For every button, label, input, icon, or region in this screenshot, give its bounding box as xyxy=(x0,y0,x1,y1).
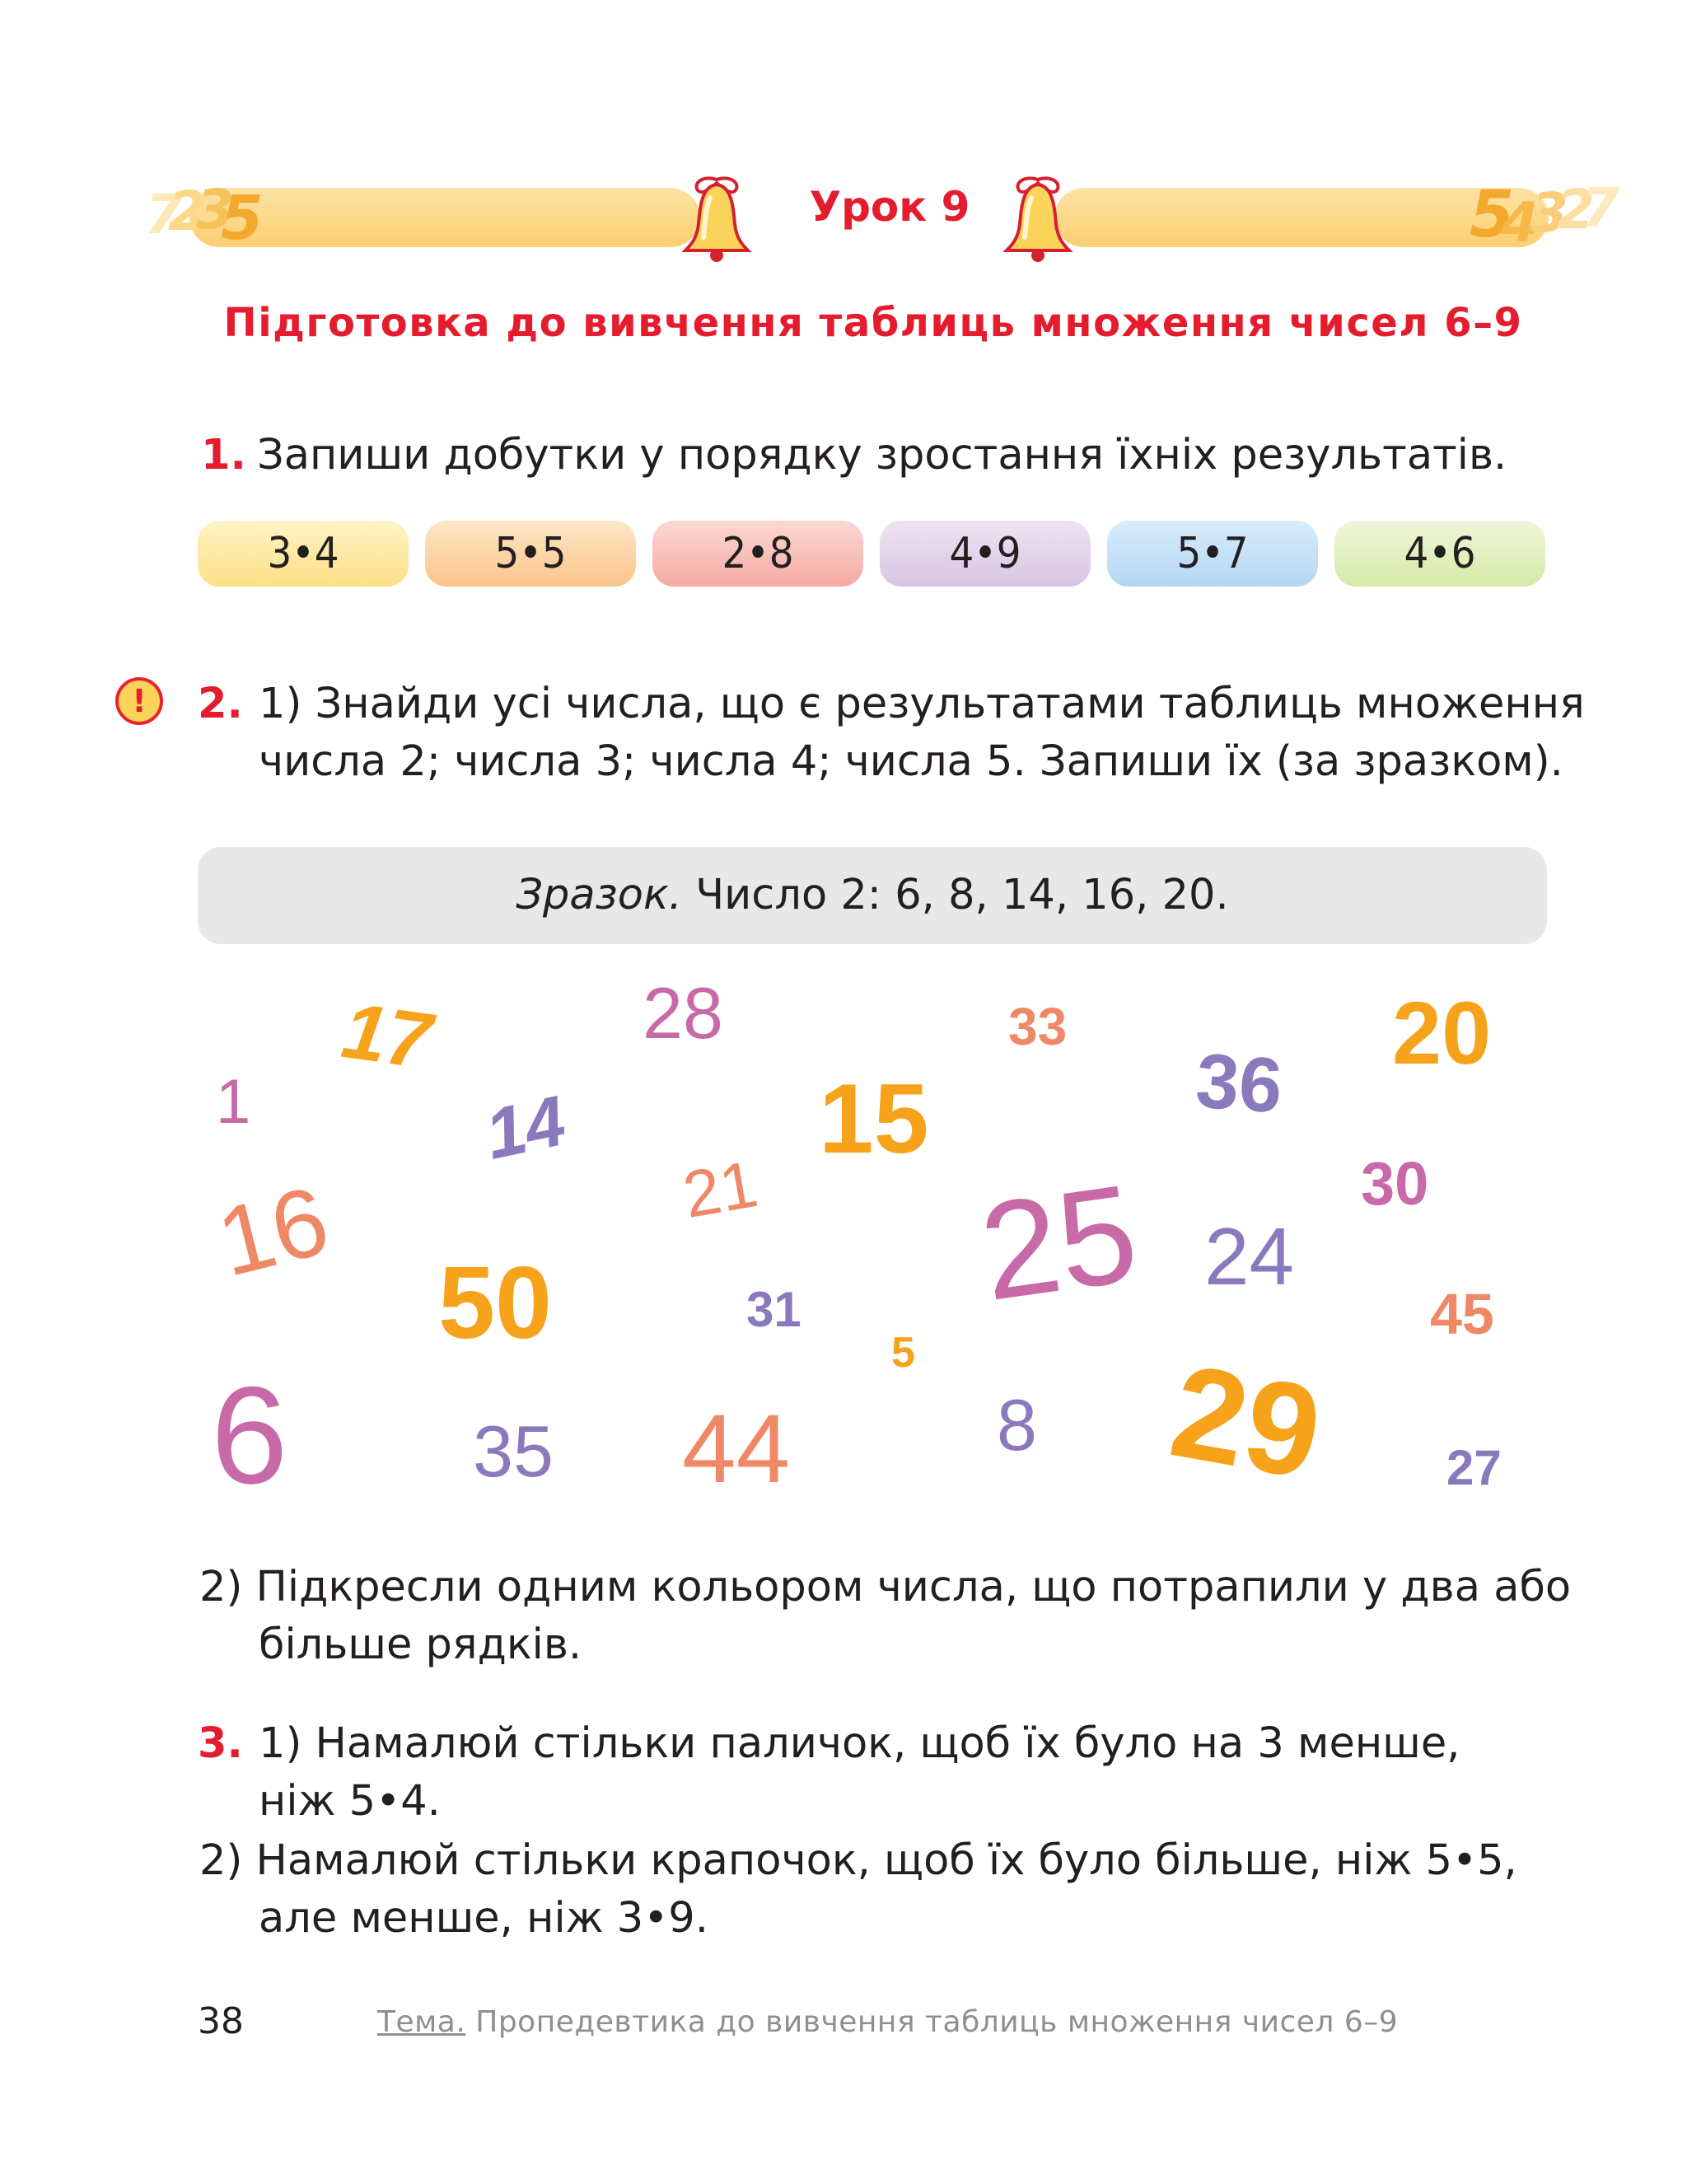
lesson-title: Урок 9 xyxy=(809,183,970,231)
task2-number: 2. xyxy=(198,680,243,728)
product-label: 5•5 xyxy=(494,529,567,578)
task3-part1-line2: ніж 5•4. xyxy=(259,1777,441,1826)
scattered-number: 1 xyxy=(216,1067,251,1137)
sample-text: Число 2: 6, 8, 14, 16, 20. xyxy=(681,871,1229,919)
task2-part1-line2: числа 2; числа 3; числа 4; числа 5. Запиши їх (за зразком). xyxy=(259,737,1563,786)
scattered-number: 21 xyxy=(677,1146,763,1232)
product-label: 4•9 xyxy=(949,529,1021,578)
deco-digit: 3 xyxy=(1530,181,1562,245)
scattered-number: 20 xyxy=(1392,983,1492,1083)
lesson-subtitle: Підготовка до вивчення таблиць множення чисел 6–9 xyxy=(223,300,1523,346)
scattered-number: 5 xyxy=(891,1329,915,1377)
topic-label: Тема. xyxy=(377,2005,466,2039)
scattered-number: 17 xyxy=(337,986,437,1086)
deco-digit: 3 xyxy=(196,178,227,241)
deco-digit: 5 xyxy=(1470,178,1508,252)
scattered-number: 15 xyxy=(819,1064,929,1174)
product-label: 3•4 xyxy=(267,529,339,578)
page-number: 38 xyxy=(198,2000,244,2042)
scattered-number: 28 xyxy=(643,972,723,1054)
task1-text: Запиши добутки у порядку зростання їхніх результатів. xyxy=(257,431,1507,479)
scattered-number: 16 xyxy=(207,1166,339,1298)
deco-digit: 5 xyxy=(221,183,257,254)
product-label: 4•6 xyxy=(1404,529,1476,578)
topic-text: Пропедевтика до вивчення таблиць множення чисел 6–9 xyxy=(465,2005,1399,2039)
task3-part2-line2: але менше, ніж 3•9. xyxy=(259,1894,708,1943)
warning-icon: ! xyxy=(115,677,163,725)
scattered-number: 44 xyxy=(682,1395,791,1504)
task2-part1-line1: 1) Знайди усі числа, що є результатами таблиць множення xyxy=(259,680,1585,728)
scattered-number: 29 xyxy=(1161,1335,1332,1508)
deco-digit: 4 xyxy=(1501,191,1532,255)
product-label: 5•7 xyxy=(1176,529,1249,578)
scattered-number: 35 xyxy=(473,1410,554,1492)
task3-number: 3. xyxy=(198,1719,243,1768)
scattered-number: 45 xyxy=(1430,1282,1494,1346)
scattered-number: 31 xyxy=(746,1282,801,1337)
scattered-number: 50 xyxy=(438,1246,552,1360)
sample-label: Зразок. xyxy=(516,871,682,919)
scattered-number: 24 xyxy=(1204,1211,1295,1302)
scattered-number: 8 xyxy=(997,1384,1037,1466)
scattered-number: 33 xyxy=(1008,997,1068,1056)
scattered-number: 25 xyxy=(971,1154,1147,1331)
deco-digit: 2 xyxy=(168,180,199,243)
product-card xyxy=(198,521,409,587)
sample-box xyxy=(198,847,1547,944)
footer-topic xyxy=(377,2005,1398,2039)
product-card xyxy=(1107,521,1318,587)
product-label: 2•8 xyxy=(722,529,794,578)
deco-digit: 7 xyxy=(145,183,176,246)
scattered-number: 14 xyxy=(479,1081,572,1175)
product-card xyxy=(652,521,863,587)
task3-part1-line1: 1) Намалюй стільки паличок, щоб їх було на 3 менше, xyxy=(259,1719,1460,1768)
scattered-number: 30 xyxy=(1361,1149,1429,1218)
product-card xyxy=(1334,521,1545,587)
product-card xyxy=(425,521,636,587)
scattered-number: 36 xyxy=(1193,1036,1286,1129)
task1-number: 1. xyxy=(201,431,246,479)
deco-digit: 7 xyxy=(1582,176,1613,240)
task2-part2-line1: 2) Підкресли одним кольором числа, що потрапили у два або xyxy=(199,1563,1572,1611)
deco-digit: 2 xyxy=(1557,178,1588,241)
scattered-number: 27 xyxy=(1446,1440,1502,1495)
task2-part2-line2: більше рядків. xyxy=(259,1620,582,1669)
product-card xyxy=(880,521,1091,587)
header-banner-left xyxy=(189,183,700,254)
task3-part2-line1: 2) Намалюй стільки крапочок, щоб їх було більше, ніж 5•5, xyxy=(199,1836,1517,1885)
scattered-number: 6 xyxy=(211,1358,288,1513)
